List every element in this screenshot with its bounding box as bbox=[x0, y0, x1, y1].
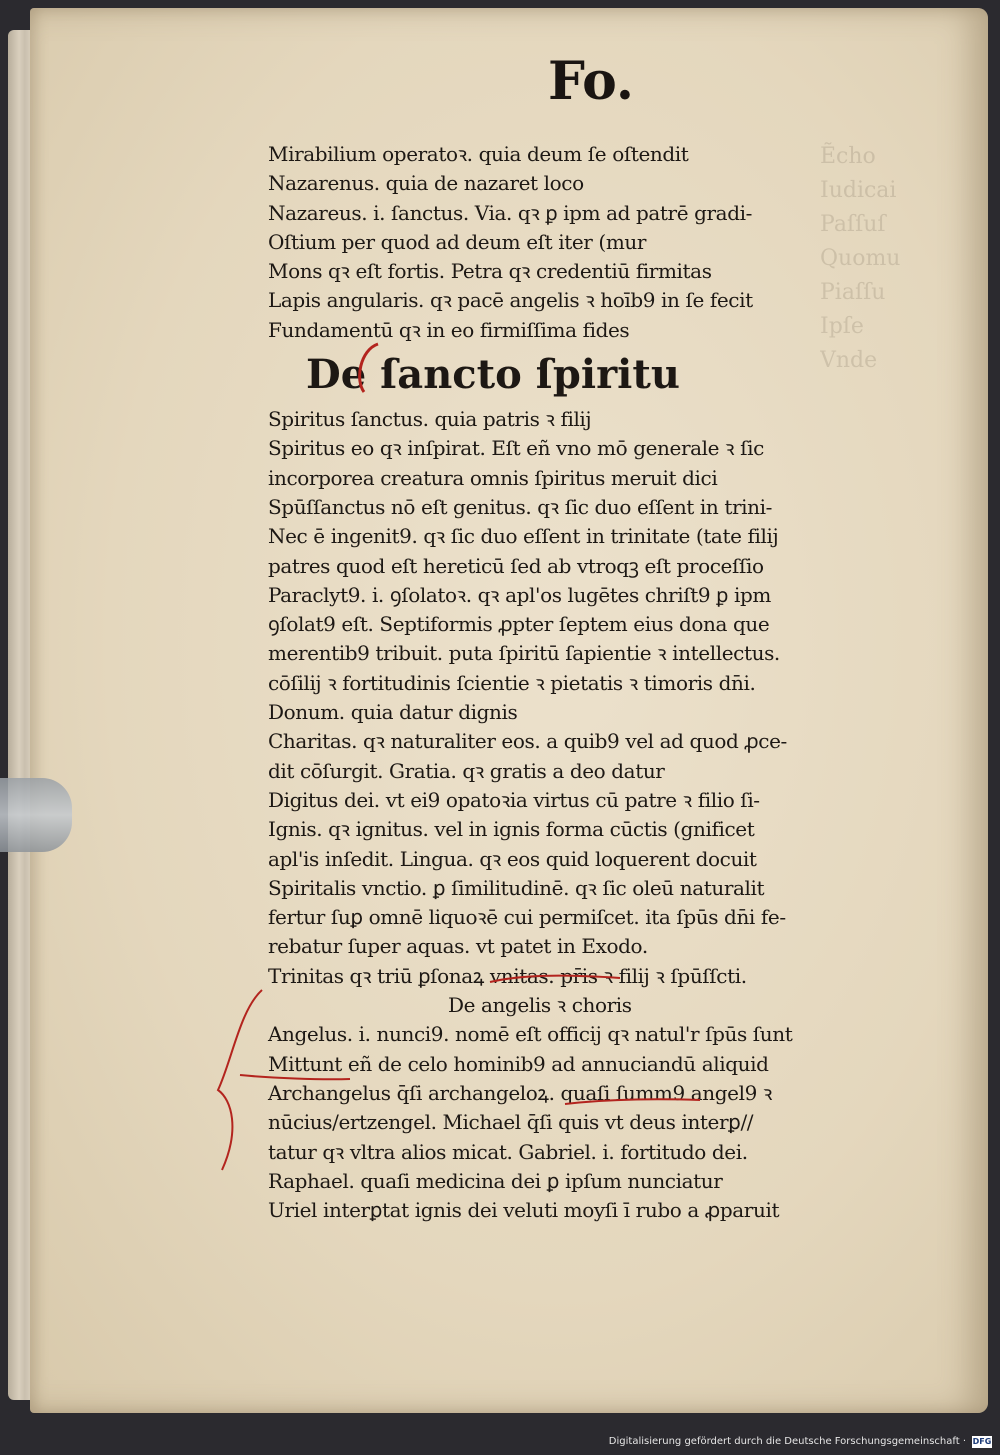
text-line: merentib9 tribuit. puta ſpiritū ſapientie ꝛ intellectus. bbox=[268, 641, 780, 666]
section-heading: De ſancto ſpiritu bbox=[306, 351, 680, 399]
page-clip bbox=[0, 778, 72, 852]
text-line: ꝯſolat9 eſt. Septiformis ꝓpter ſeptem eius dona que bbox=[268, 612, 770, 637]
text-line: Uriel interꝑtat ignis dei veluti moyſi ī rubo a ꝓparuit bbox=[268, 1198, 780, 1223]
text-line: dit cōſurgit. Gratia. qꝛ gratis a deo datur bbox=[268, 758, 665, 783]
text-line: Nazareus. i. ſanctus. Via. qꝛ ꝑ ipm ad patrē gradi- bbox=[268, 200, 752, 225]
dfg-logo: DFG bbox=[972, 1437, 992, 1446]
text-line: Spiritus ſanctus. quia patris ꝛ filij bbox=[268, 407, 592, 432]
text-line: Spiritalis vnctio. ꝑ ſimilitudinē. qꝛ ſic oleū naturalit bbox=[268, 875, 765, 900]
text-line: Lapis angularis. qꝛ pacē angelis ꝛ hoīb9 in ſe fecit bbox=[268, 288, 753, 313]
footer-credit: Digitalisierung gefördert durch die Deutsche Forschungsgemeinschaft · bbox=[608, 1436, 966, 1447]
text-line: Charitas. qꝛ naturaliter eos. a quib9 vel ad quod ꝓce- bbox=[268, 729, 787, 754]
text-line: tatur qꝛ vltra alios micat. Gabriel. i. fortitudo dei. bbox=[268, 1139, 748, 1164]
text-line: apl'is inſedit. Lingua. qꝛ eos quid loquerent docuit bbox=[268, 846, 757, 871]
text-line: cōſilij ꝛ fortitudinis ſcientie ꝛ pietatis ꝛ timoris dn̄i. bbox=[268, 670, 756, 695]
text-line: Mons qꝛ eſt fortis. Petra qꝛ credentiū firmitas bbox=[268, 259, 712, 284]
text-line: fertur ſuꝑ omnē liquoꝛē cui permiſcet. ita ſpūs dn̄i fe- bbox=[268, 905, 786, 930]
text-block bbox=[268, 140, 908, 1225]
text-line: Trinitas qꝛ triū ꝑſonaꝝ vnitas. pr̄is ꝛ filij ꝛ ſpūſſcti. bbox=[268, 963, 747, 988]
text-line: Digitus dei. vt ei9 opatoꝛia virtus cū patre ꝛ filio ſi- bbox=[268, 787, 760, 812]
subsection-heading: De angelis ꝛ choris bbox=[448, 993, 632, 1018]
folio-heading: Fo. bbox=[548, 51, 634, 112]
text-line: incorporea creatura omnis ſpiritus meruit dici bbox=[268, 465, 718, 490]
text-line: Donum. quia datur dignis bbox=[268, 700, 518, 725]
text-line: patres quod eſt hereticū ſed ab vtroqꝫ eſt proceſſio bbox=[268, 553, 764, 578]
text-line: Nazarenus. quia de nazaret loco bbox=[268, 171, 584, 196]
text-line: Fundamentū qꝛ in eo firmiſſima fides bbox=[268, 317, 630, 342]
text-line: Spiritus eo qꝛ inſpirat. Eſt eñ vno mō generale ꝛ ſic bbox=[268, 436, 764, 461]
text-line: Spūſſanctus nō eſt genitus. qꝛ ſic duo eſſent in trini- bbox=[268, 494, 772, 519]
text-line: nūcius/ertzengel. Michael q̄ſi quis vt deus interꝑ// bbox=[268, 1110, 754, 1135]
text-line: Nec ē ingenit9. qꝛ ſic duo eſſent in trinitate (tate filij bbox=[268, 524, 779, 549]
text-line: Mirabilium operatoꝛ. quia deum ſe oſtendit bbox=[268, 142, 689, 166]
text-line: rebatur ſuper aquas. vt patet in Exodo. bbox=[268, 934, 648, 959]
text-line: Paraclyt9. i. ꝯſolatoꝛ. qꝛ apl'os lugētes chriſt9 ꝑ ipm bbox=[268, 582, 771, 607]
text-line: Raphael. quaſi medicina dei ꝑ ipſum nunciatur bbox=[268, 1168, 723, 1193]
text-line: Angelus. i. nunci9. nomē eſt officij qꝛ natul'r ſpūs ſunt bbox=[268, 1022, 793, 1047]
text-line: Mittunt eñ de celo hominib9 ad annuciandū aliquid bbox=[268, 1051, 769, 1076]
text-line: Archangelus q̄ſi archangeloꝝ. quaſi ſumm9 angel9 ꝛ bbox=[268, 1080, 772, 1105]
text-line: Ignis. qꝛ ignitus. vel in ignis forma cūctis (gnificet bbox=[268, 817, 755, 842]
footer-bar bbox=[0, 1429, 1000, 1455]
text-line: Oſtium per quod ad deum eſt iter (mur bbox=[268, 229, 647, 254]
